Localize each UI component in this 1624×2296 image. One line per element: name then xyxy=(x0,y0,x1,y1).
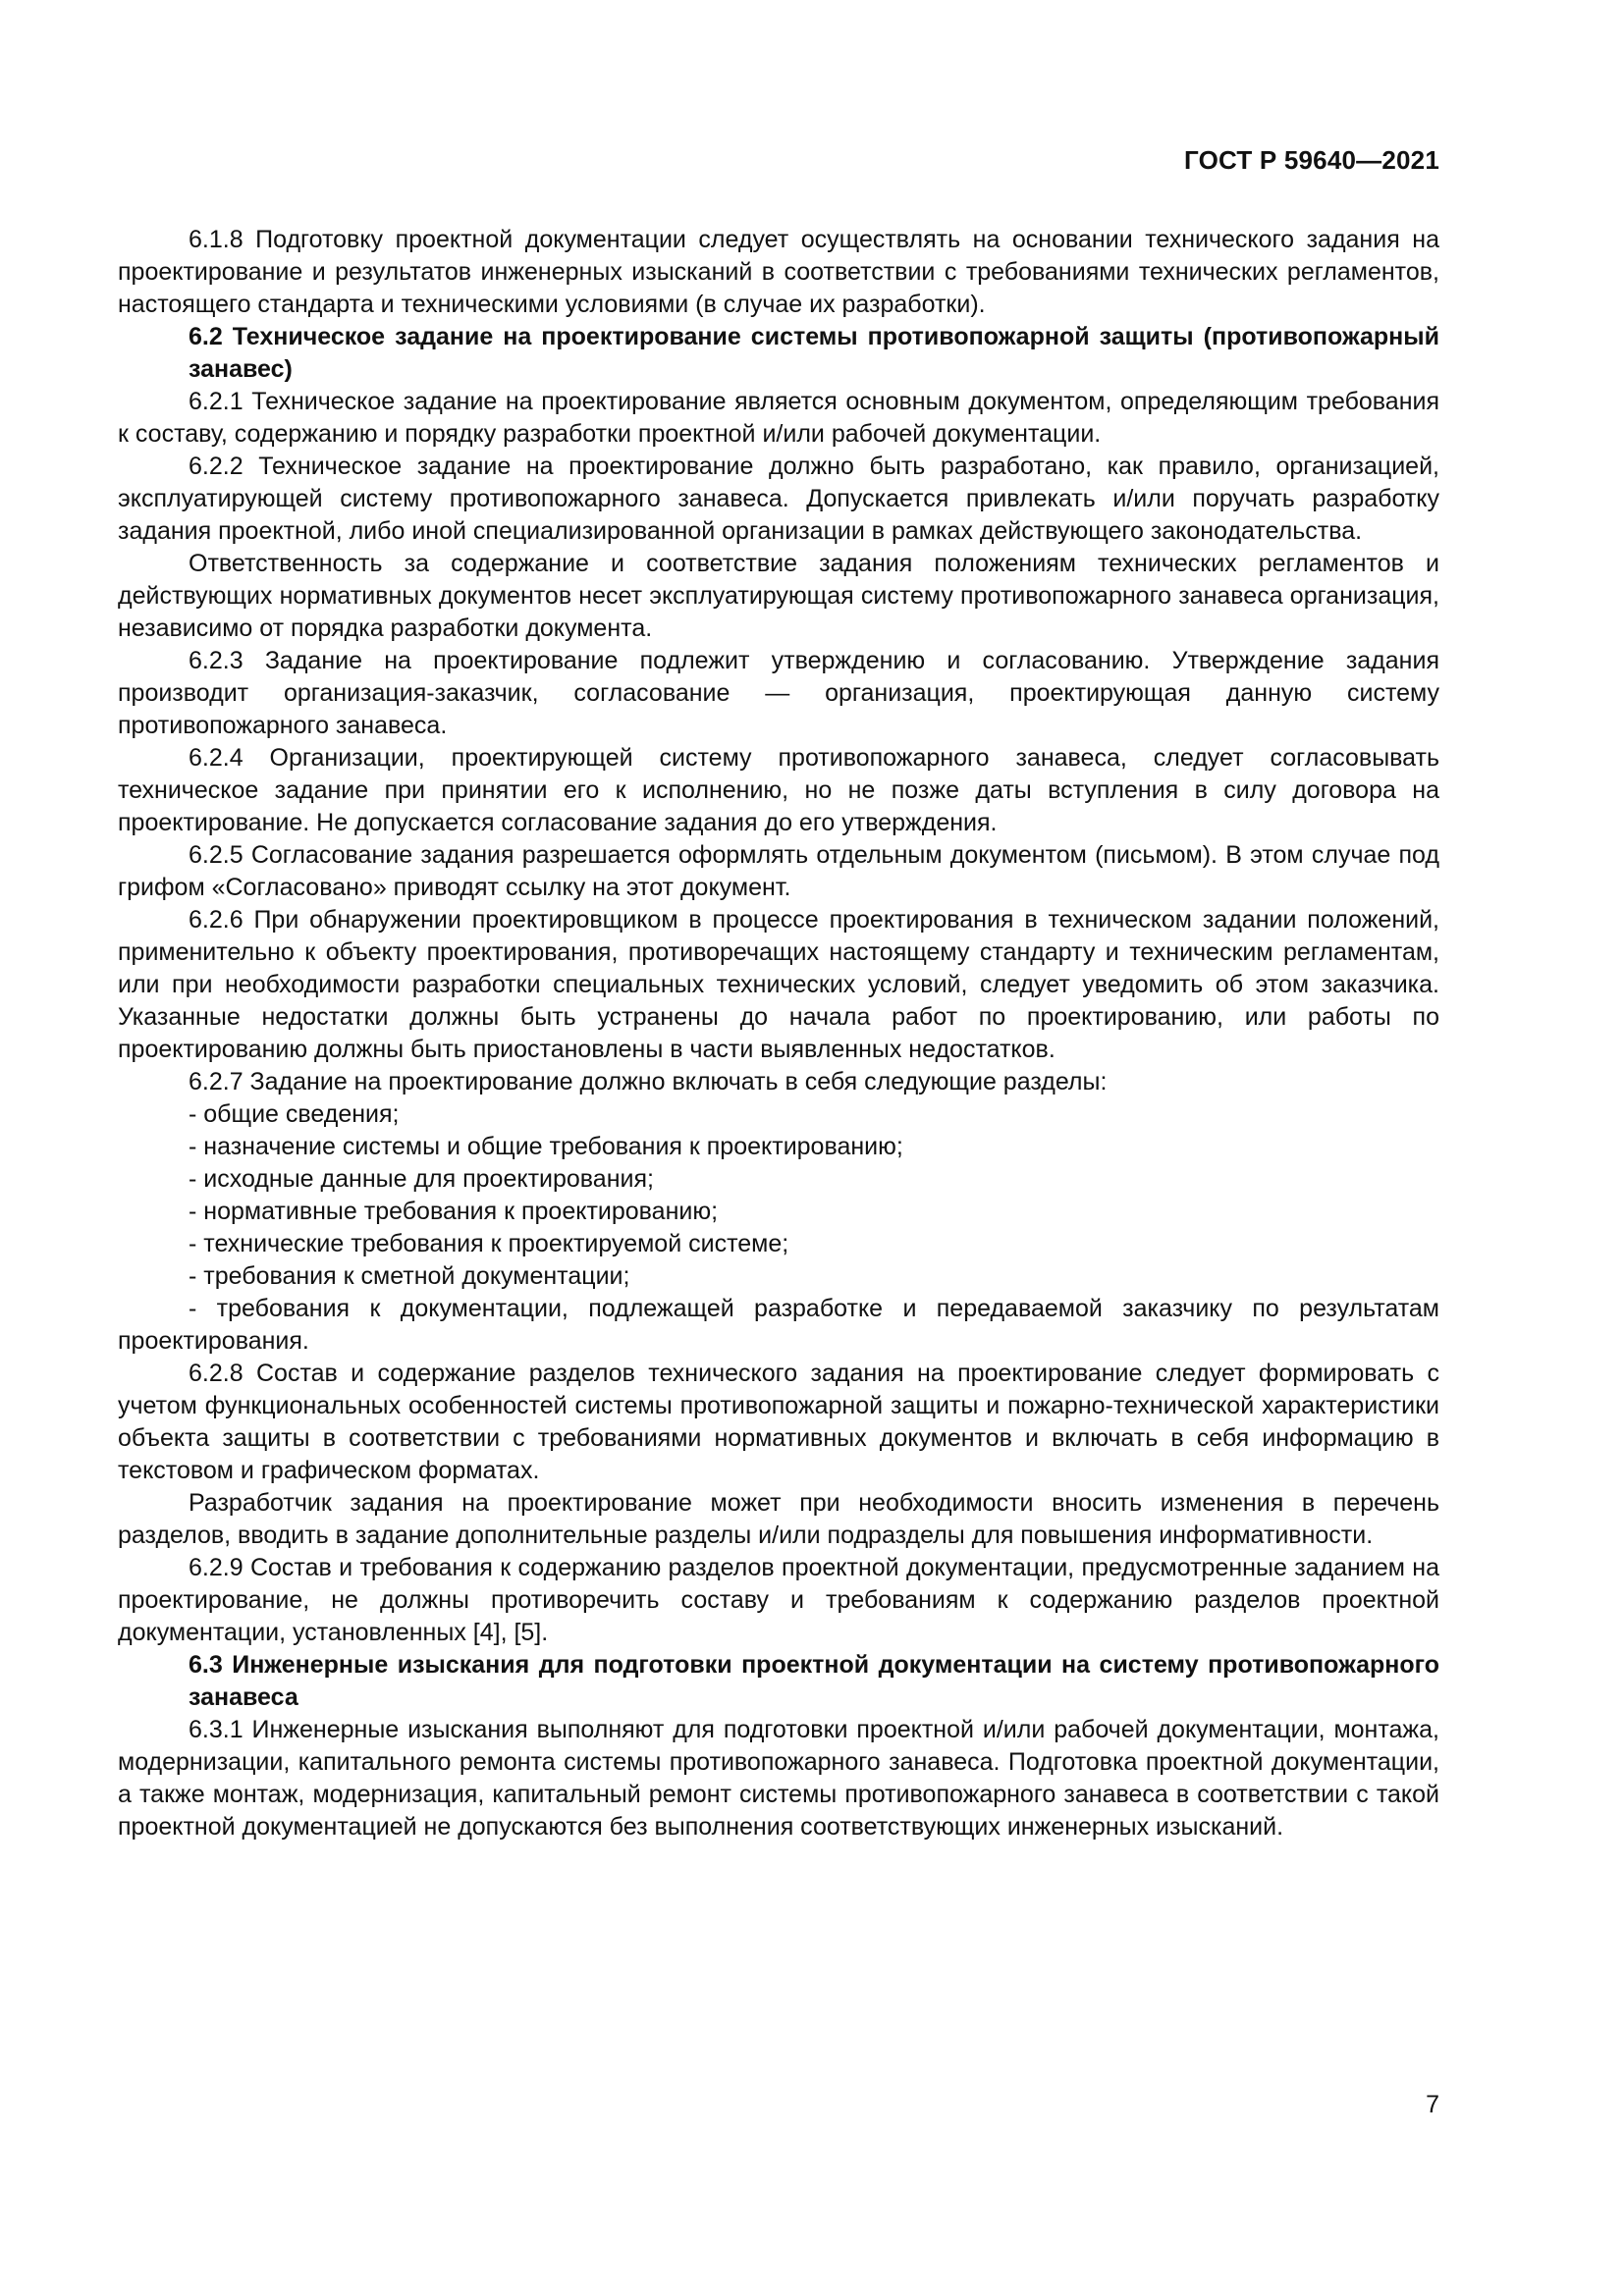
paragraph-6-2-5: 6.2.5 Согласование задания разрешается оформлять отдельным документом (письмом). В этом случае под грифом «Согласовано» приводят ссылку на этот документ. xyxy=(118,841,1439,901)
paragraph-6-2-3: 6.2.3 Задание на проектирование подлежит утверждению и согласованию. Утверждение задания производит организация-заказчик, согласование — организация, проектирующая данную систему противопожарного занавеса. xyxy=(118,647,1439,739)
paragraph-6-3-1: 6.3.1 Инженерные изыскания выполняют для подготовки проектной и/или рабочей документации, монтажа, модернизации, капитального ремонта системы противопожарного занавеса. Подготовка проектной документации, а также монтаж, модернизация, капитальный ремонт системы противопожарного занавеса в соответствии с такой проектной документацией не допускаются без выполнения соответствующих инженерных изысканий. xyxy=(118,1716,1439,1841)
section-heading-6-2: 6.2 Техническое задание на проектирование системы противопожарной защиты (противопожарный занавес) xyxy=(189,323,1439,383)
list-item: - исходные данные для проектирования; xyxy=(189,1165,654,1193)
paragraph-6-2-2: 6.2.2 Техническое задание на проектирование должно быть разработано, как правило, организацией, эксплуатирующей систему противопожарного занавеса. Допускается привлекать и/или поручать разработку задания проектной, либо иной специализированной организации в рамках действующего законодательства. xyxy=(118,453,1439,545)
list-item: - требования к документации, подлежащей разработке и передаваемой заказчику по результатам проектирования. xyxy=(118,1295,1439,1355)
list-item: - общие сведения; xyxy=(189,1100,400,1128)
list-item: - требования к сметной документации; xyxy=(189,1262,630,1290)
list-item: - нормативные требования к проектированию; xyxy=(189,1198,719,1225)
paragraph-6-1-8: 6.1.8 Подготовку проектной документации следует осуществлять на основании технического задания на проектирование и результатов инженерных изысканий в соответствии с требованиями технических регламентов, настоящего стандарта и техническими условиями (в случае их разработки). xyxy=(118,226,1439,318)
paragraph-6-2-6: 6.2.6 При обнаружении проектировщиком в процессе проектирования в техническом задании положений, применительно к объекту проектирования, противоречащих настоящему стандарту и техническим регламентам, или при необходимости разработки специальных технических условий, следует уведомить об этом заказчика. Указанные недостатки должны быть устранены до начала работ по проектированию, или работы по проектированию должны быть приостановлены в части выявленных недостатков. xyxy=(118,906,1439,1063)
paragraph-6-2-7: 6.2.7 Задание на проектирование должно включать в себя следующие разделы: xyxy=(189,1068,1108,1095)
document-body xyxy=(118,224,1439,1843)
document-header: ГОСТ Р 59640—2021 xyxy=(1184,145,1439,175)
paragraph-6-2-4: 6.2.4 Организации, проектирующей систему противопожарного занавеса, следует согласовывать техническое задание при принятии его к исполнению, но не позже даты вступления в силу договора на проектирование. Не допускается согласование задания до его утверждения. xyxy=(118,744,1439,836)
list-item: - назначение системы и общие требования к проектированию; xyxy=(189,1133,903,1160)
paragraph-6-2-9: 6.2.9 Состав и требования к содержанию разделов проектной документации, предусмотренные заданием на проектирование, не должны противоречить составу и требованиям к содержанию разделов проектной документации, установленных [4], [5]. xyxy=(118,1554,1439,1646)
paragraph-6-2-8-developer: Разработчик задания на проектирование может при необходимости вносить изменения в перечень разделов, вводить в задание дополнительные разделы и/или подразделы для повышения информативности. xyxy=(118,1489,1439,1549)
section-heading-6-3: 6.3 Инженерные изыскания для подготовки проектной документации на систему противопожарного занавеса xyxy=(189,1651,1439,1711)
paragraph-6-2-8: 6.2.8 Состав и содержание разделов технического задания на проектирование следует формировать с учетом функциональных особенностей системы противопожарной защиты и пожарно-технической характеристики объекта защиты в соответствии с требованиями нормативных документов и включать в себя информацию в текстовом и графическом форматах. xyxy=(118,1360,1439,1484)
paragraph-6-2-2-responsibility: Ответственность за содержание и соответствие задания положениям технических регламентов и действующих нормативных документов несет эксплуатирующая систему противопожарного занавеса организация, независимо от порядка разработки документа. xyxy=(118,550,1439,642)
list-item: - технические требования к проектируемой системе; xyxy=(189,1230,789,1257)
page-number: 7 xyxy=(1426,2091,1439,2118)
paragraph-6-2-1: 6.2.1 Техническое задание на проектирование является основным документом, определяющим требования к составу, содержанию и порядку разработки проектной и/или рабочей документации. xyxy=(118,388,1439,448)
